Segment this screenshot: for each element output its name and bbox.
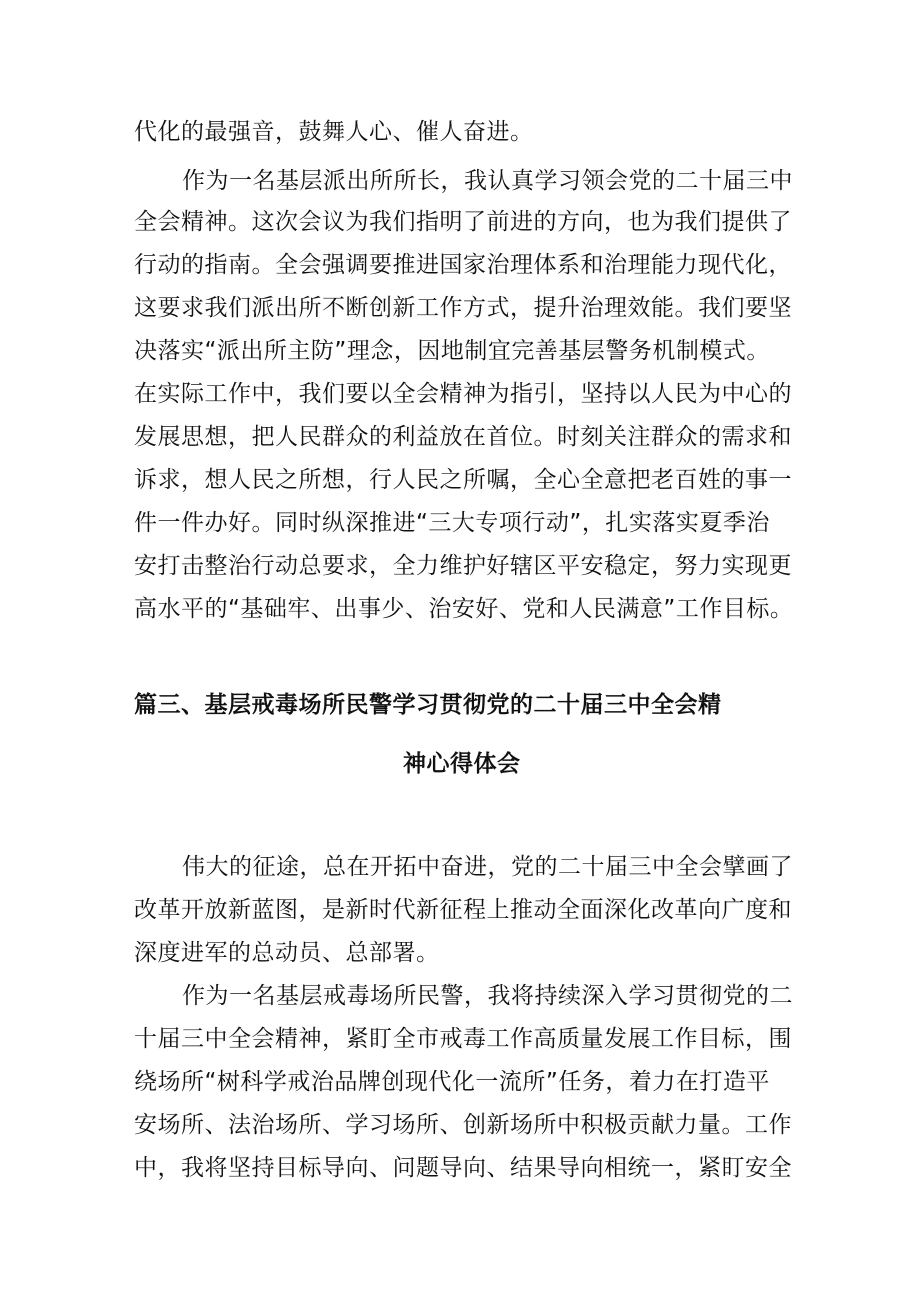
paragraph-line: 代化的最强音，鼓舞人心、催人奋进。 <box>134 119 534 145</box>
paragraph-line: 安场所、法治场所、学习场所、创新场所中积极贡献力量。工作 <box>134 1112 792 1138</box>
paragraph-line: 绕场所“树科学戒治品牌创现代化一流所”任务，着力在打造平 <box>134 1069 770 1095</box>
paragraph-line: 作为一名基层戒毒场所民警，我将持续深入学习贯彻党的二 <box>182 983 793 1009</box>
paragraph-line: 中，我将坚持目标导向、问题导向、结果导向相统一，紧盯安全 <box>134 1155 792 1181</box>
paragraph-line: 全会精神。这次会议为我们指明了前进的方向，也为我们提供了 <box>134 209 792 235</box>
paragraph-line: 诉求，想人民之所想，行人民之所嘱，全心全意把老百姓的事一 <box>134 467 792 493</box>
paragraph-line: 安打击整治行动总要求，全力维护好辖区平安稳定，努力实现更 <box>134 553 792 579</box>
paragraph-line: 行动的指南。全会强调要推进国家治理体系和治理能力现代化， <box>134 252 792 278</box>
paragraph-line: 这要求我们派出所不断创新工作方式，提升治理效能。我们要坚 <box>134 295 792 321</box>
paragraph-line: 改革开放新蓝图，是新时代新征程上推动全面深化改革向广度和 <box>134 897 792 923</box>
paragraph-line: 发展思想，把人民群众的利益放在首位。时刻关注群众的需求和 <box>134 424 792 450</box>
section-title-line-1: 篇三、基层戒毒场所民警学习贯彻党的二十届三中全会精 <box>134 692 722 718</box>
paragraph-line: 十届三中全会精神，紧盯全市戒毒工作高质量发展工作目标，围 <box>134 1026 792 1052</box>
paragraph-line: 件一件办好。同时纵深推进“三大专项行动”，扎实落实夏季治 <box>134 510 770 536</box>
section-title-line-2: 神心得体会 <box>403 751 521 777</box>
paragraph-line: 在实际工作中，我们要以全会精神为指引，坚持以人民为中心的 <box>134 381 792 407</box>
paragraph-line: 深度进军的总动员、总部署。 <box>134 940 440 966</box>
paragraph-line: 伟大的征途，总在开拓中奋进，党的二十届三中全会擘画了 <box>182 854 793 880</box>
paragraph-line: 决落实“派出所主防”理念，因地制宜完善基层警务机制模式。 <box>134 338 770 364</box>
paragraph-line: 高水平的“基础牢、出事少、治安好、党和人民满意”工作目标。 <box>134 596 794 622</box>
paragraph-line: 作为一名基层派出所所长，我认真学习领会党的二十届三中 <box>182 168 793 194</box>
